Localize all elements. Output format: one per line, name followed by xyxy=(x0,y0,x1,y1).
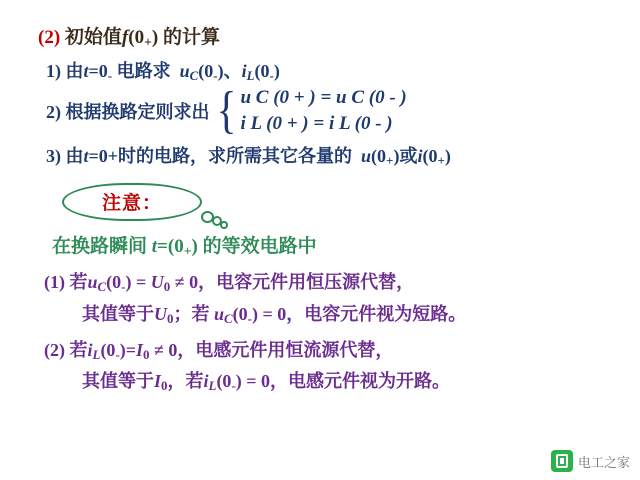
step-3-var-t: t xyxy=(83,145,89,166)
green-close: ) xyxy=(191,235,198,257)
step-3-expr-u: u xyxy=(361,145,372,166)
note-bubble xyxy=(62,183,202,221)
point-2-var-i: i xyxy=(87,339,93,360)
bubble-tail-dot-small xyxy=(220,221,228,229)
step-3-expr-u-sub: + xyxy=(386,152,394,168)
point-1-l2-arg-sub: - xyxy=(247,310,252,326)
step-2-label xyxy=(46,98,210,124)
point-2-l2-var-i-sub: L xyxy=(208,378,217,394)
point-1-l2-semi: ；若 xyxy=(173,303,210,324)
step-2-number: 2) xyxy=(46,101,61,122)
point-1-l2-tail: ，电容元件视为短路。 xyxy=(286,303,467,324)
point-2-l2-tail: ，电感元件视为开路。 xyxy=(270,370,451,391)
page-title xyxy=(38,22,626,50)
step-3-expr-i-close: ) xyxy=(444,145,451,166)
step-3-eq: =0+时的电路，求所需其它各量的 xyxy=(88,145,353,166)
point-1-arg: (0 xyxy=(106,272,122,293)
step-1-expr-il: i xyxy=(241,61,247,82)
point-2-arg-close: ) xyxy=(119,339,126,360)
step-1-sub-minus: - xyxy=(107,68,113,84)
step-3-mid: 或 xyxy=(399,145,418,166)
step-1-number: 1) xyxy=(46,61,61,82)
left-brace-symbol: { xyxy=(215,81,236,139)
point-1-eq: = xyxy=(135,272,147,293)
green-text-b: 的等效电路中 xyxy=(202,235,317,257)
step-1-sep: 、 xyxy=(223,61,242,82)
point-1-arg-sub: - xyxy=(121,279,126,295)
point-1-l2-const-U: U xyxy=(154,303,167,324)
step-1-expr-il-close: ) xyxy=(273,61,280,82)
point-2-number: (2) xyxy=(44,339,65,360)
point-2-const-I: I xyxy=(136,339,144,360)
point-1-zero: 0 xyxy=(189,272,199,293)
step-3-expr-i: i xyxy=(417,145,423,166)
step-1-expr-il-argsub: - xyxy=(269,68,274,84)
point-2-eq: = xyxy=(125,339,137,360)
point-1-l2-eq: = 0 xyxy=(262,303,287,324)
point-2-ne: ≠ xyxy=(154,339,164,360)
point-1-line-1 xyxy=(44,268,626,295)
point-1-l2-arg-close: ) xyxy=(251,303,258,324)
title-arg-open: (0 xyxy=(128,27,145,48)
step-1-text-b: 电路求 xyxy=(116,61,171,82)
step-1-eq0: =0 xyxy=(88,61,108,82)
title-arg-close: ) xyxy=(151,27,159,48)
point-1-text-a: 若 xyxy=(69,272,88,293)
step-3 xyxy=(46,142,626,169)
point-2-l2-arg-close: ) xyxy=(235,370,242,391)
step-1-expr-il-sub: L xyxy=(246,68,255,84)
point-2-l2-arg: (0 xyxy=(216,370,232,391)
point-1-line-2 xyxy=(82,300,626,327)
point-2-l2-semi: ，若 xyxy=(167,370,204,391)
point-1-l2-var-u-sub: C xyxy=(224,310,233,326)
note-callout xyxy=(62,183,232,225)
point-1-l2-arg: (0 xyxy=(232,303,248,324)
point-1-ne: ≠ xyxy=(174,272,185,293)
green-var-t: t xyxy=(151,235,158,257)
title-arg-sub: + xyxy=(144,34,152,50)
point-1-tail: ，电容元件用恒压源代替， xyxy=(198,272,415,293)
point-2-l2-var-i: i xyxy=(203,370,209,391)
step-1 xyxy=(46,57,626,84)
step-3-expr-u-close: ) xyxy=(393,145,400,166)
point-2-text-a: 若 xyxy=(69,339,88,360)
equation-il: i L (0 + ) = i L (0 - ) xyxy=(240,112,393,134)
step-1-text-a: 由 xyxy=(65,61,84,82)
step-1-expr-uc: u xyxy=(179,61,190,82)
point-1-l2-var-u: u xyxy=(213,303,224,324)
green-eq: =(0 xyxy=(157,235,184,257)
title-text-before: 初始值 xyxy=(64,27,122,48)
step-3-number: 3) xyxy=(46,145,61,166)
wechat-green-logo-icon xyxy=(551,450,573,472)
point-2-arg-sub: - xyxy=(115,346,120,362)
step-2 xyxy=(46,81,626,139)
point-1-const-U-sub: 0 xyxy=(163,279,171,295)
point-1-arg-close: ) xyxy=(125,272,132,293)
step-3-expr-i-sub: + xyxy=(437,152,445,168)
green-sub: + xyxy=(183,243,192,259)
point-2-line-2 xyxy=(82,367,626,394)
step-1-var-t: t xyxy=(83,61,89,82)
footer-watermark xyxy=(551,450,630,472)
equivalent-circuit-note xyxy=(52,231,626,259)
point-1-var-u-sub: C xyxy=(97,279,107,295)
title-func: f xyxy=(121,27,129,48)
green-text-a: 在换路瞬间 xyxy=(52,235,148,257)
point-1-const-U: U xyxy=(150,272,164,293)
title-text-after: 的计算 xyxy=(162,27,220,48)
point-2-zero: 0 xyxy=(168,339,178,360)
point-2-var-i-sub: L xyxy=(92,346,101,362)
step-1-expr-uc-argsub: - xyxy=(213,68,218,84)
step-1-expr-il-arg: (0 xyxy=(254,61,270,82)
point-2-line-1 xyxy=(44,336,626,363)
point-1-number: (1) xyxy=(44,272,65,293)
step-3-text-a: 由 xyxy=(65,145,84,166)
point-2-l2-eq: = 0 xyxy=(246,370,271,391)
title-prefix: (2) xyxy=(38,27,61,48)
step-2-equations xyxy=(240,87,406,135)
equation-uc: u C (0 + ) = u C (0 - ) xyxy=(240,86,407,108)
point-1-var-u: u xyxy=(87,272,98,293)
step-1-expr-uc-arg: (0 xyxy=(198,61,214,82)
step-1-expr-uc-sub: C xyxy=(189,68,199,84)
step-3-expr-i-arg: (0 xyxy=(422,145,438,166)
footer-label: 电工之家 xyxy=(577,454,630,470)
point-2-l2-const-I: I xyxy=(154,370,162,391)
point-2-arg: (0 xyxy=(100,339,116,360)
point-2-tail: ，电感元件用恒流源代替， xyxy=(177,339,394,360)
point-1-l2-const-U-sub: 0 xyxy=(167,310,174,326)
point-2-l2-text-a: 其值等于 xyxy=(82,370,154,391)
note-bubble-label: 注意： xyxy=(101,193,162,215)
step-2-text: 根据换路定则求出 xyxy=(65,101,210,122)
step-3-expr-u-arg: (0 xyxy=(371,145,387,166)
point-1-l2-text-a: 其值等于 xyxy=(82,303,154,324)
step-1-expr-uc-close: ) xyxy=(217,61,224,82)
point-2-l2-arg-sub: - xyxy=(231,378,236,394)
point-2-l2-const-I-sub: 0 xyxy=(161,378,168,394)
point-2-const-I-sub: 0 xyxy=(143,346,150,362)
